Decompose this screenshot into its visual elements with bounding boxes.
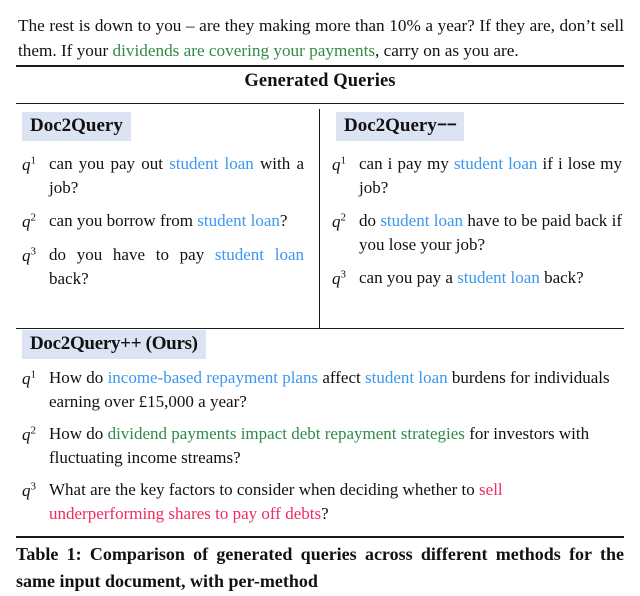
method-label-doc2query-minusminus-text: Doc2Query <box>344 115 437 136</box>
query-row <box>22 478 622 526</box>
query-index-letter: q <box>22 481 31 500</box>
query-index-label <box>332 266 359 291</box>
query-text-segment: have to be paid back if you lose your job? <box>359 211 622 254</box>
query-index-label <box>332 152 359 177</box>
query-text-segment: can you borrow from <box>49 211 198 230</box>
query-row <box>22 209 304 234</box>
query-term-highlight-blue: student loan <box>380 211 464 230</box>
method-label-doc2query-minusminus <box>336 112 464 141</box>
query-term-highlight-blue: student loan <box>364 368 448 387</box>
query-index-label <box>332 209 359 234</box>
query-text-segment: can you pay a <box>359 268 458 287</box>
query-list-doc2query-minusminus <box>332 152 622 300</box>
query-list-doc2query-plusplus <box>22 366 622 534</box>
query-text <box>49 152 304 200</box>
query-text-segment: do you have to pay <box>49 245 215 264</box>
method-label-doc2query <box>22 112 131 141</box>
intro-paragraph <box>18 13 624 63</box>
query-text-segment: for investors with fluctuating income streams? <box>49 424 590 467</box>
method-label-minusminus-suffix: −− <box>436 117 457 136</box>
method-label-doc2query-plusplus <box>22 330 206 359</box>
query-text-segment: do <box>359 211 381 230</box>
query-list-doc2query <box>22 152 304 300</box>
query-text <box>49 478 622 526</box>
query-text-segment: burdens for individuals earning over £15,000 a year? <box>49 368 610 411</box>
query-term-highlight-blue: student loan <box>169 154 254 173</box>
query-text-segment: back? <box>49 269 89 288</box>
query-row <box>22 422 622 470</box>
query-index-superscript: 2 <box>30 211 36 224</box>
query-index-label <box>22 243 49 268</box>
query-term-highlight-blue: student loan <box>453 154 538 173</box>
query-text-segment: ? <box>321 504 329 523</box>
query-index-superscript: 1 <box>30 368 36 381</box>
query-row <box>332 266 622 291</box>
query-text <box>49 366 622 414</box>
query-index-label <box>22 422 49 447</box>
query-term-highlight-blue: income-based repayment plans <box>107 368 319 387</box>
query-index-letter: q <box>22 212 31 231</box>
intro-highlight-dividends: dividends are covering your payments <box>112 41 376 61</box>
query-text-segment: How do <box>49 424 108 443</box>
query-index-superscript: 3 <box>340 268 346 281</box>
query-row <box>332 152 622 200</box>
intro-text-segment-3: , carry on as you are. <box>375 41 519 61</box>
query-index-superscript: 3 <box>30 245 36 258</box>
query-index-letter: q <box>332 155 341 174</box>
query-index-letter: q <box>332 269 341 288</box>
method-label-doc2query-plusplus-text: Doc2Query++ (Ours) <box>30 333 198 354</box>
query-row <box>22 152 304 200</box>
query-text <box>359 266 622 290</box>
query-index-superscript: 3 <box>30 480 36 493</box>
query-index-label <box>22 478 49 503</box>
table-header-title: Generated Queries <box>244 71 396 91</box>
query-index-label <box>22 366 49 391</box>
query-text-segment: What are the key factors to consider when deciding whether to <box>49 480 480 499</box>
query-index-letter: q <box>332 212 341 231</box>
query-term-highlight-green: dividend payments impact debt repayment strategies <box>107 424 465 443</box>
query-term-highlight-red: sell underperforming shares to pay off debts <box>49 480 503 523</box>
query-index-letter: q <box>22 155 31 174</box>
query-row <box>22 366 622 414</box>
table-top-rule <box>16 65 624 67</box>
query-text <box>49 422 622 470</box>
query-term-highlight-blue: student loan <box>214 245 304 264</box>
table-caption: Table 1: Comparison of generated queries across different methods for the same input document, with per-method <box>16 544 624 591</box>
query-text <box>49 209 304 233</box>
table-bottom-rule <box>16 536 624 538</box>
query-index-letter: q <box>22 369 31 388</box>
query-text-segment: affect <box>318 368 365 387</box>
query-text-segment: ? <box>279 211 288 230</box>
query-index-superscript: 2 <box>340 211 346 224</box>
query-index-superscript: 2 <box>30 424 36 437</box>
intro-text-segment-1: The rest is down to you – are they making more than 10% a year? If they are, don’t sell them. If your <box>18 16 624 61</box>
query-index-superscript: 1 <box>340 154 346 167</box>
method-label-doc2query-text: Doc2Query <box>30 115 123 136</box>
query-text <box>359 152 622 200</box>
query-row <box>332 209 622 257</box>
query-index-label <box>22 152 49 177</box>
query-text <box>359 209 622 257</box>
table-header-rule <box>16 103 624 104</box>
query-text <box>49 243 304 291</box>
query-text-segment: back? <box>539 268 584 287</box>
query-text-segment: if i lose my job? <box>359 154 622 197</box>
query-row <box>22 243 304 291</box>
query-index-letter: q <box>22 246 31 265</box>
query-index-superscript: 1 <box>30 154 36 167</box>
query-text-segment: can you pay out <box>49 154 170 173</box>
query-text-segment: with a job? <box>49 154 304 197</box>
query-text-segment: How do <box>49 368 108 387</box>
query-index-label <box>22 209 49 234</box>
query-index-letter: q <box>22 425 31 444</box>
column-divider <box>319 109 320 328</box>
query-term-highlight-blue: student loan <box>457 268 540 287</box>
query-term-highlight-blue: student loan <box>197 211 280 230</box>
query-text-segment: can i pay my <box>359 154 454 173</box>
